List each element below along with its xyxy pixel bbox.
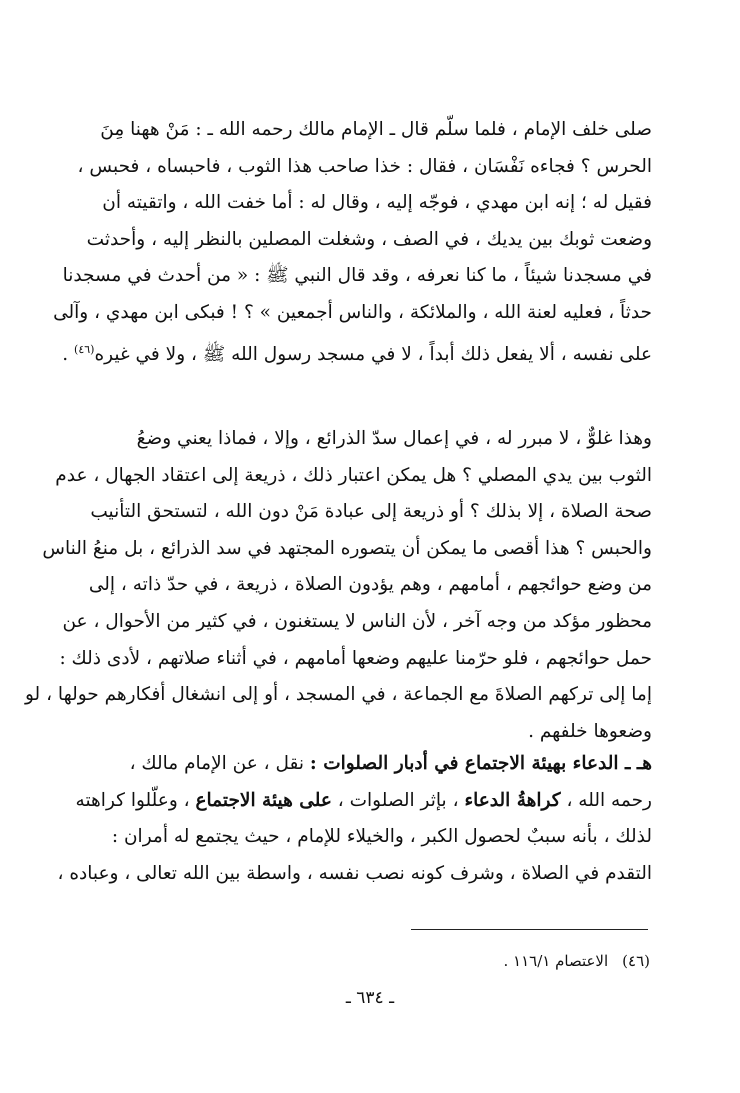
text-line: الثوب بين يدي المصلي ؟ هل يمكن اعتبار ذلك ، ذريعة إلى اعتقاد الجهال ، عدم — [55, 464, 652, 486]
text-line: التقدم في الصلاة ، وشرف كونه نصب نفسه ، واسطة بين الله تعالى ، وعباده ، — [57, 862, 652, 884]
text-line: محظور مؤكد من وجه آخر ، لأن الناس لا يستغنون ، في كثير من الأحوال ، عن — [62, 610, 652, 632]
text-segment: رحمه الله ، — [560, 789, 652, 811]
text-line: حمل حوائجهم ، فلو حرّمنا عليهم وضعها أمامهم ، في أثناء صلاتهم ، لأدى ذلك : — [59, 647, 652, 669]
text-line: فقيل له ؛ إنه ابن مهدي ، فوجّه إليه ، وقال له : أما خفت الله ، واتقيته أن — [102, 192, 652, 214]
bold-term: كراهةُ الدعاء — [464, 789, 561, 811]
text-line — [86, 746, 652, 783]
text-segment: ، وعلّلوا كراهته — [75, 789, 196, 811]
footnote-text: الاعتصام ١١٦/١ . — [503, 952, 609, 970]
text-line-content: على نفسه ، ألا يفعل ذلك أبداً ، لا في مسجد رسول الله ﷺ ، ولا في غيره — [94, 343, 652, 365]
footnote-divider — [411, 929, 648, 930]
bold-term: على هيئة الاجتماع — [195, 789, 332, 811]
text-line-content: نقل ، عن الإمام مالك ، — [129, 753, 310, 774]
end-mark: . — [62, 343, 75, 365]
text-line-last — [62, 332, 652, 374]
text-line: إما إلى تركهم الصلاةَ مع الجماعة ، في المسجد ، أو إلى انشغال أفكارهم حولها ، لو — [25, 684, 652, 706]
footnote — [300, 952, 650, 970]
text-segment: ، بإثر الصلوات ، — [331, 789, 465, 811]
footnote-number: (٤٦) — [622, 952, 650, 970]
text-line: في مسجدنا شيئاً ، ما كنا نعرفه ، وقد قال النبي ﷺ : « من أحدث في مسجدنا — [62, 265, 652, 287]
text-line: لذلك ، بأنه سببٌ لحصول الكبر ، والخيلاء للإمام ، حيث يجتمع له أمران : — [111, 826, 652, 848]
text-line — [75, 783, 652, 820]
text-line: الحرس ؟ فجاءه نَفْسَان ، فقال : خذا صاحب هذا الثوب ، فاحبساه ، فحبس ، — [77, 155, 652, 177]
text-line: وضعت ثوبك بين يديك ، في الصف ، وشغلت المصلين بالنظر إليه ، وأحدثت — [86, 228, 652, 250]
text-line: من وضع حوائجهم ، أمامهم ، وهم يؤدون الصلاة ، ذريعة ، في حدّ ذاته ، إلى — [88, 574, 652, 596]
text-line: وهذا غلوٌّ ، لا مبرر له ، في إعمال سدّ الذرائع ، وإلا ، فماذا يعني وضعُ — [136, 428, 652, 449]
text-line: والحبس ؟ هذا أقصى ما يمكن أن يتصوره المجتهد في سد الذرائع ، بل منعُ الناس — [42, 537, 652, 559]
page-number: ـ ٦٣٤ ـ — [345, 988, 395, 1008]
footnote-reference: (٤٦) — [74, 342, 95, 356]
paragraph-1 — [53, 112, 652, 373]
text-line: وضعوها خلفهم . — [528, 720, 652, 742]
text-line: حدثاً ، فعليه لعنة الله ، والملائكة ، والناس أجمعين » ؟ ! فبكى ابن مهدي ، وآلى — [53, 301, 652, 323]
section-heading: هـ ـ الدعاء بهيئة الاجتماع في أدبار الصلوات : — [309, 753, 652, 774]
paragraph-2 — [25, 421, 652, 750]
text-line: صلى خلف الإمام ، فلما سلّم قال ـ الإمام مالك رحمه الله ـ : مَنْ ههنا مِنَ — [100, 119, 652, 140]
paragraph-3 — [57, 746, 652, 892]
text-line: صحة الصلاة ، إلا بذلك ؟ أو ذريعة إلى عبادة مَنْ دون الله ، لتستحق التأنيب — [90, 501, 652, 523]
